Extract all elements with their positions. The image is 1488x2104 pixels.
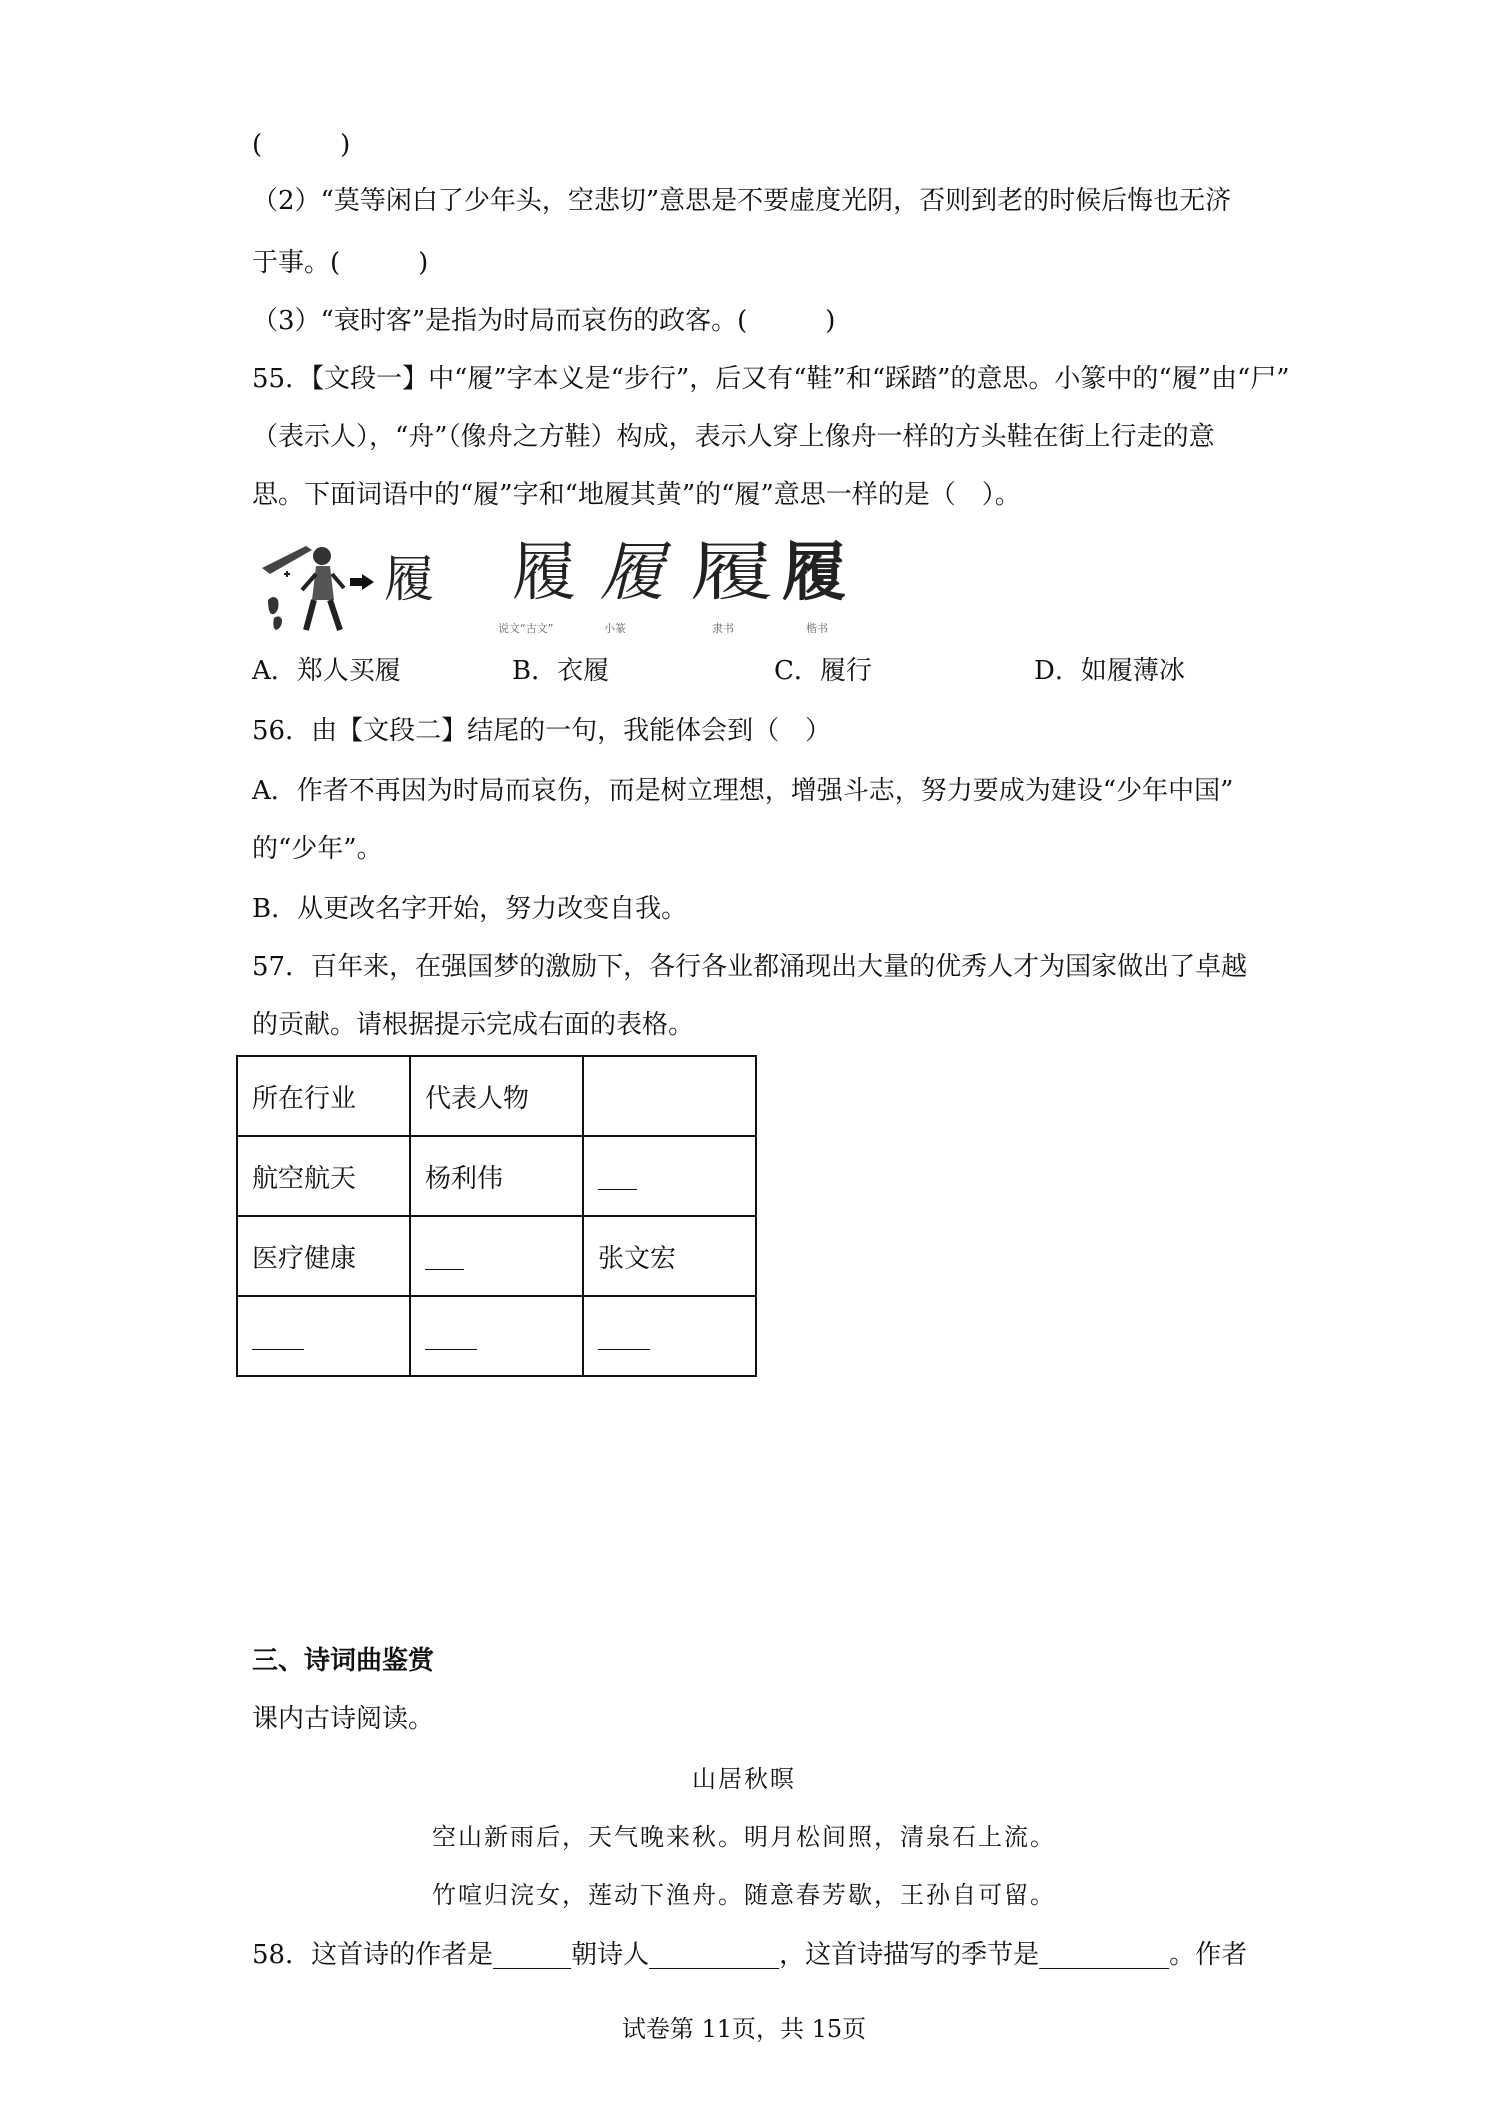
table-cell[interactable]: ____ [237,1296,410,1376]
table-cell: 杨利伟 [410,1136,583,1216]
q55-line-2: （表示人），“舟”（像舟之方鞋）构成，表示人穿上像舟一样的方头鞋在街上行走的意 [252,422,1215,452]
q55-option-c[interactable]: C．履行 [774,656,872,686]
glyph-guwen-small: 履 [384,550,434,608]
table-cell[interactable]: ____ [410,1296,583,1376]
table-cell: 代表人物 [410,1056,583,1136]
q55-option-b[interactable]: B．衣履 [512,656,610,686]
q54-2-line-2: 于事。( ) [252,248,429,278]
walking-person-illustration [250,530,400,640]
q58-stem: 58．这首诗的作者是______朝诗人__________，这首诗描写的季节是__________。作者 [252,1940,1248,1970]
q56-option-a-line-1[interactable]: A．作者不再因为时局而哀伤，而是树立理想，增强斗志，努力要成为建设“少年中国” [252,776,1234,806]
section-3-title: 三、诗词曲鉴赏 [252,1646,435,1676]
table-cell[interactable]: ____ [583,1296,756,1376]
q57-line-2: 的贡献。请根据提示完成右面的表格。 [252,1010,695,1040]
table-cell[interactable] [583,1056,756,1136]
poem-line-1: 空山新雨后，天气晚来秋。明月松间照，清泉石上流。 [432,1823,1056,1851]
line-blank-1: ( ) [252,130,351,160]
table-cell: 航空航天 [237,1136,410,1216]
table-row [237,1056,756,1136]
poem-line-2: 竹喧归浣女，莲动下渔舟。随意春芳歇，王孙自可留。 [432,1881,1056,1909]
caption-shuowen-guwen: 说文“古文” [498,622,554,635]
table-cell: 所在行业 [237,1056,410,1136]
caption-kaishu: 楷书 [806,622,828,635]
poem-title: 山居秋暝 [692,1765,796,1793]
caption-xiaozhuan: 小篆 [604,622,626,635]
q56-option-a-line-2[interactable]: 的“少年”。 [252,834,383,864]
table-row [237,1136,756,1216]
glyph-xiaozhuan: 履 [600,536,664,610]
q55-option-a[interactable]: A．郑人买履 [252,656,401,686]
q55-line-1: 55．【文段一】中“履”字本义是“步行”，后又有“鞋”和“踩踏”的意思。小篆中的“履”由“尸” [252,364,1290,394]
lv-character-evolution-figure [250,530,870,640]
caption-lishu: 隶书 [712,622,734,635]
industry-people-table [236,1055,757,1377]
section-3-intro: 课内古诗阅读。 [252,1704,435,1734]
q55-line-3: 思。下面词语中的“履”字和“地履其黄”的“履”意思一样的是（ ）。 [252,480,1021,510]
table-row [237,1216,756,1296]
q57-line-1: 57．百年来，在强国梦的激励下，各行各业都涌现出大量的优秀人才为国家做出了卓越 [252,952,1248,982]
q55-option-d[interactable]: D．如履薄冰 [1034,656,1185,686]
q56-option-b[interactable]: B．从更改名字开始，努力改变自我。 [252,894,688,924]
table-cell[interactable]: ___ [583,1136,756,1216]
table-row [237,1296,756,1376]
q54-2-line-1: （2）“莫等闲白了少年头，空悲切”意思是不要虚度光阴，否则到老的时候后悔也无济 [252,186,1232,216]
q54-3: （3）“衰时客”是指为时局而哀伤的政客。( ) [252,306,836,336]
glyph-shuowen-guwen: 履 [512,536,576,610]
table-cell[interactable]: ___ [410,1216,583,1296]
glyph-lishu: 履 [690,536,774,610]
q56-stem: 56．由【文段二】结尾的一句，我能体会到（ ） [252,716,832,746]
page-footer: 试卷第 11页，共 15页 [621,2015,867,2043]
glyph-kaishu: 履 [782,535,846,610]
table-cell: 医疗健康 [237,1216,410,1296]
table-cell: 张文宏 [583,1216,756,1296]
